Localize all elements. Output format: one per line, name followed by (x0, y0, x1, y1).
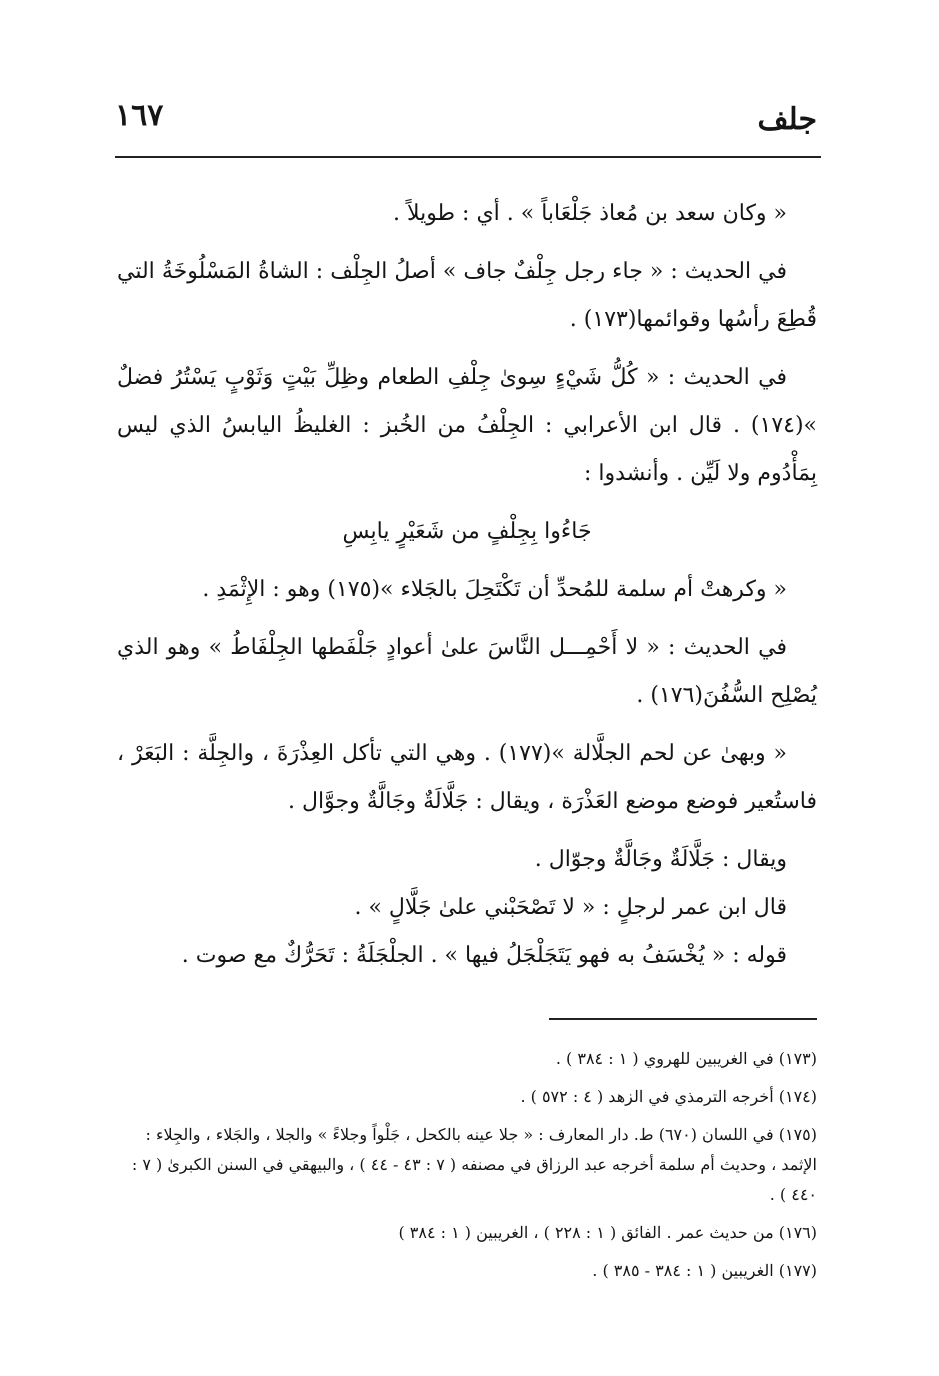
paragraph: « وكان سعد بن مُعاذ جَلْعَاباً » . أي : طويلاً . (392, 201, 787, 226)
paragraph: « وكرهتْ أم سلمة للمُحدِّ أن تَكْتَحِلَ بالجَلاء »(١٧٥) وهو : الإِثْمَدِ . (202, 577, 787, 602)
verse: جَاءُوا بِجِلْفٍ من شَعَيْرٍ يابِسِ (342, 519, 592, 544)
footnote: (١٧٦) من حديث عمر . الفائق ( ١ : ٢٢٨ ) ، الغريبين ( ١ : ٣٨٤ ) (398, 1223, 817, 1242)
running-head: جلف (757, 102, 817, 137)
footnote: (١٧٤) أخرجه الترمذي في الزهد ( ٤ : ٥٧٢ ) . (520, 1087, 817, 1106)
footnote-rule (549, 1018, 817, 1020)
paragraph: في الحديث : « لا أَحْمِـــل النَّاسَ علىٰ أعوادٍ جَلْفَطها الجِلْفَاطُ » وهو الذي يُصْلِح السُّفُنَ(١٧٦) . (117, 635, 817, 708)
header-rule (115, 156, 821, 158)
footnotes (117, 1044, 817, 1294)
paragraph: في الحديث : « كُلُّ شَيْءٍ سِوىٰ جِلْفِ الطعام وظِلِّ بَيْتٍ وَثَوْبٍ يَسْتُرُ فضلٌ »(١٧٤) . قال ابن الأعرابي : الجِلْفُ من الخُبز : الغليظُ اليابسُ الذي ليس بِمَأْدُوم ولا لَيِّن . وأنشدوا : (117, 365, 817, 486)
body-text (117, 190, 817, 990)
paragraph: ويقال : جَلَّالَةٌ وجَالَّةٌ وجوّال . (534, 847, 787, 872)
paragraph: « وبهىٰ عن لحم الجلَّالة »(١٧٧) . وهي التي تأكل العِذْرَةَ ، والجِلَّة : البَعَرْ ، فاستُعير فوضع موضع العَذْرَة ، ويقال : جَلَّالَةٌ وجَالَّةٌ وجوَّال . (117, 741, 817, 814)
paragraph: قوله : « يُخْسَفُ به فهو يَتَجَلْجَلُ فيها » . الجلْجَلَةُ : تَحَرُّكٌ مع صوت . (181, 943, 787, 968)
paragraph: في الحديث : « جاء رجل جِلْفٌ جاف » أصلُ الجِلْف : الشاةُ المَسْلُوخَةُ التي قُطِعَ رأسُها وقوائمها(١٧٣) . (117, 259, 817, 332)
footnote: (١٧٧) الغريبين ( ١ : ٣٨٤ - ٣٨٥ ) . (592, 1261, 817, 1280)
footnote: (١٧٥) في اللسان (٦٧٠) ط. دار المعارف : « جلا عينه بالكحل ، جَلْواً وجلاءً » والجلا ، والجَلاء ، والجِلاء : الإثمد ، وحديث أم سلمة أخرجه عبد الرزاق في مصنفه ( ٧ : ٤٣ - ٤٤ ) ، والبيهقي في السنن الكبرىٰ ( ٧ : ٤٤٠ ) . (131, 1125, 817, 1204)
footnote: (١٧٣) في الغريبين للهروي ( ١ : ٣٨٤ ) . (555, 1049, 817, 1068)
paragraph: قال ابن عمر لرجلٍ : « لا تَصْحَبْني علىٰ جَلَّالٍ » . (354, 895, 787, 920)
page-number: ١٦٧ (115, 98, 164, 133)
